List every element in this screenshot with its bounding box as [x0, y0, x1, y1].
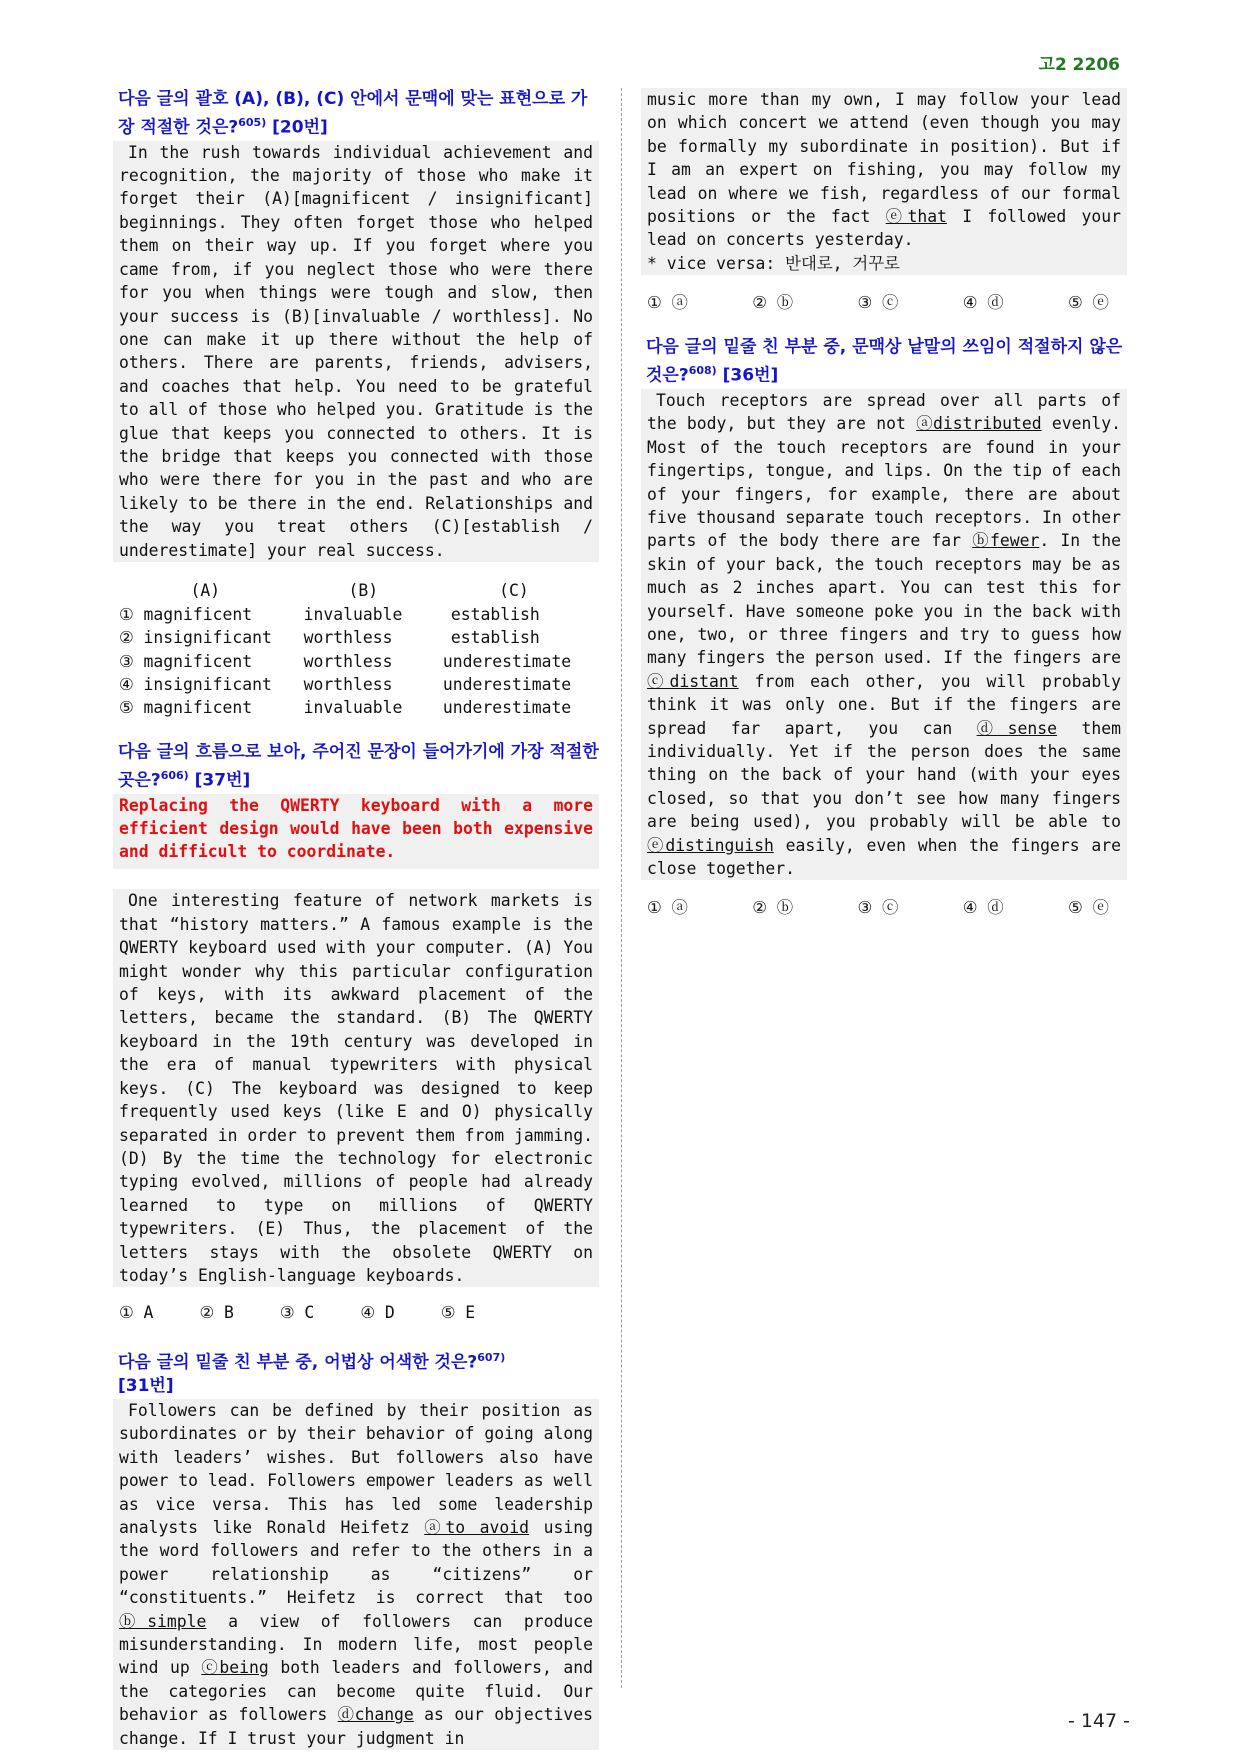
answer-cell: underestimate [442, 674, 572, 694]
answer-row[interactable] [113, 650, 599, 673]
choice-1[interactable]: ① ⓐ [647, 293, 688, 313]
choice-5[interactable]: ⑤ E [440, 1303, 476, 1323]
answer-table-header [113, 578, 599, 603]
question-title [118, 741, 599, 793]
passage-text: Touch receptors are spread over all parts of the body, but they are not ⓐdistributed evenly. Most of the touch receptors are found in your fingertips, tongue, and lips. On the tip of each of your fingers, for example, there are about five thousand separate touch receptors. In other parts of the body there are far ⓑfewer. In the skin of your back, the touch receptors may be as much as 2 inches apart. You can test this for yourself. Have someone poke you in the back with one, two, or three fingers and try to guess how many fingers the person used. If the fingers are ⓒdistant from each other, you will probably think it was only one. But if the fingers are spread far apart, you can ⓓsense them individually. Yet if the person does the same thing on the back of your hand (with your eyes closed, so that you don’t see how many fingers are being used), you probably will be able to ⓔdistinguish easily, even when the fingers are close together. [647, 390, 1121, 879]
column-divider [621, 88, 622, 1688]
question-text: 다음 글의 밑줄 친 부분 중, 어법상 어색한 것은? [118, 1353, 478, 1374]
underlined-c: ⓒdistant [647, 671, 739, 691]
passage-box [113, 889, 599, 1287]
answer-row[interactable] [113, 626, 599, 649]
underlined-e: ⓔthat [885, 207, 947, 227]
question-text: 다음 글의 괄호 (A), (B), (C) 안에서 문맥에 맞는 표현으로 가장 적절한 것은? [118, 89, 588, 138]
question-text: 다음 글의 밑줄 친 부분 중, 문맥상 낱말의 쓰임이 적절하지 않은 것은? [646, 337, 1123, 386]
choice-5[interactable]: ⑤ ⓔ [1068, 293, 1109, 313]
footnote-marker: 607) [477, 1351, 506, 1365]
footnote-marker: 605) [238, 116, 267, 129]
question-title [646, 336, 1127, 388]
answer-cell: ⑤ magnificent [119, 697, 253, 717]
footnote-marker: 608) [688, 364, 717, 378]
question-number: [20번] [272, 117, 328, 138]
answer-cell: invaluable [303, 605, 403, 625]
question-title [118, 88, 599, 140]
answer-cell: ③ magnificent [119, 651, 253, 671]
page-number: - 147 - [1067, 1710, 1130, 1732]
question-number: [31번] [118, 1376, 174, 1397]
answer-cell: underestimate [442, 651, 572, 671]
vocab-note: * vice versa: 반대로, 거꾸로 [647, 253, 900, 273]
choice-1[interactable]: ① A [119, 1303, 154, 1323]
passage-box-continued [641, 88, 1127, 275]
answer-cell: ① magnificent [119, 605, 253, 625]
passage-box [113, 141, 599, 562]
answer-row[interactable] [113, 603, 599, 626]
choice-4[interactable]: ④ ⓓ [962, 293, 1004, 313]
underlined-e: ⓔdistinguish [647, 835, 774, 855]
question-title [118, 1346, 599, 1398]
choice-3[interactable]: ③ ⓒ [857, 898, 899, 918]
question-number: [37번] [194, 770, 251, 791]
choice-2[interactable]: ② ⓑ [752, 293, 794, 313]
passage-text: In the rush towards individual achievement and recognition, the majority of those who make it forget their (A)[magnificent / insignificant] beginnings. They often forget those who helped them on their way up. If you forget where you came from, if you neglect those who were there for you when things were tough and slow, then your success is (B)[invaluable / worthless]. No one can make it up there without the help of others. There are parents, friends, advisers, and coaches that help. You need to be grateful to all of those who helped you. Gratitude is the glue that keeps you connected to others. It is the bridge that keeps you connected with those who were there for you in the past and who are likely to be there in the end. Relationships and the way you treat others (C)[establish / underestimate] your real success. [119, 142, 593, 560]
answer-choices [641, 291, 1127, 314]
answer-cell: ② insignificant [119, 628, 272, 648]
choice-1[interactable]: ① ⓐ [647, 898, 688, 918]
underlined-a: ⓐto avoid [424, 1518, 530, 1538]
passage-box [641, 389, 1127, 881]
question-text: 다음 글의 흐름으로 보아, 주어진 문장이 들어가기에 가장 적절한 곳은? [118, 742, 599, 791]
underlined-a: ⓐdistributed [916, 414, 1042, 434]
answer-cell: establish [450, 605, 540, 625]
right-column [641, 88, 1127, 919]
left-column [113, 88, 599, 1750]
choice-3[interactable]: ③ ⓒ [857, 293, 899, 313]
choice-5[interactable]: ⑤ ⓔ [1068, 898, 1109, 918]
column-c-header: (C) [499, 580, 529, 600]
choice-4[interactable]: ④ ⓓ [962, 898, 1004, 918]
answer-cell: underestimate [442, 697, 572, 717]
underlined-c: ⓒbeing [201, 1658, 269, 1678]
question-number: [36번] [722, 365, 779, 386]
given-sentence: Replacing the QWERTY keyboard with a more efficient design would have been both expensive and difficult to coordinate. [113, 794, 599, 870]
answer-cell: invaluable [303, 697, 403, 717]
passage-text: One interesting feature of network markets is that “history matters.” A famous example is the QWERTY keyboard used with your computer. (A) You might wonder why this particular configuration of keys, with its awkward placement of the letters, became the standard. (B) The QWERTY keyboard in the 19th century was developed in the era of manual typewriters with physical keys. (C) The keyboard was designed to keep frequently used keys (like E and O) physically separated in order to prevent them from jamming. (D) By the time the technology for electronic typing evolved, millions of people had already learned to type on millions of QWERTY typewriters. (E) Thus, the placement of the letters stays with the obsolete QWERTY on today’s English-language keyboards. [119, 891, 593, 1285]
choice-2[interactable]: ② B [199, 1303, 234, 1323]
column-b-header: (B) [348, 580, 379, 600]
choice-3[interactable]: ③ C [279, 1303, 315, 1323]
underlined-b: ⓑsimple [119, 1611, 207, 1631]
answer-cell: ④ insignificant [119, 674, 272, 694]
footnote-marker: 606) [160, 769, 189, 783]
choice-2[interactable]: ② ⓑ [752, 898, 794, 918]
exam-tag: 고2 2206 [1038, 55, 1120, 75]
answer-row[interactable] [113, 673, 599, 696]
choice-4[interactable]: ④ D [360, 1303, 395, 1323]
underlined-d: ⓓchange [337, 1705, 414, 1725]
underlined-b: ⓑfewer [972, 531, 1040, 551]
underlined-d: ⓓsense [976, 718, 1058, 738]
column-a-header: (A) [190, 580, 221, 600]
answer-cell: worthless [303, 674, 393, 694]
answer-cell: establish [450, 628, 540, 648]
passage-box [113, 1399, 599, 1750]
answer-row[interactable] [113, 696, 599, 719]
passage-text: Followers can be defined by their position as subordinates or by their behavior of going along with leaders’ wishes. But followers also have power to lead. Followers empower leaders as well as vice versa. This has led some leadership analysts like Ronald Heifetz ⓐto avoid using the word followers and refer to the others in a power relationship as “citizens” or “constituents.” Heifetz is correct that too ⓑsimple a view of followers can produce misunderstanding. In modern life, most people wind up ⓒbeing both leaders and followers, and the categories can become quite fluid. Our behavior as followers ⓓchange as our objectives change. If I trust your judgment in [119, 1401, 593, 1748]
answer-cell: worthless [303, 651, 393, 671]
answer-choices [641, 896, 1127, 919]
answer-choices [113, 1301, 599, 1324]
answer-cell: worthless [303, 628, 393, 648]
passage-text: music more than my own, I may follow your lead on which concert we attend (even though you may be formally my subordinate in position). But if I am an expert on fishing, you may follow my lead on where we fish, regardless of our formal positions or the fact ⓔthat I followed your lead on concerts yesterday. [647, 90, 1121, 250]
answer-table [113, 578, 599, 719]
